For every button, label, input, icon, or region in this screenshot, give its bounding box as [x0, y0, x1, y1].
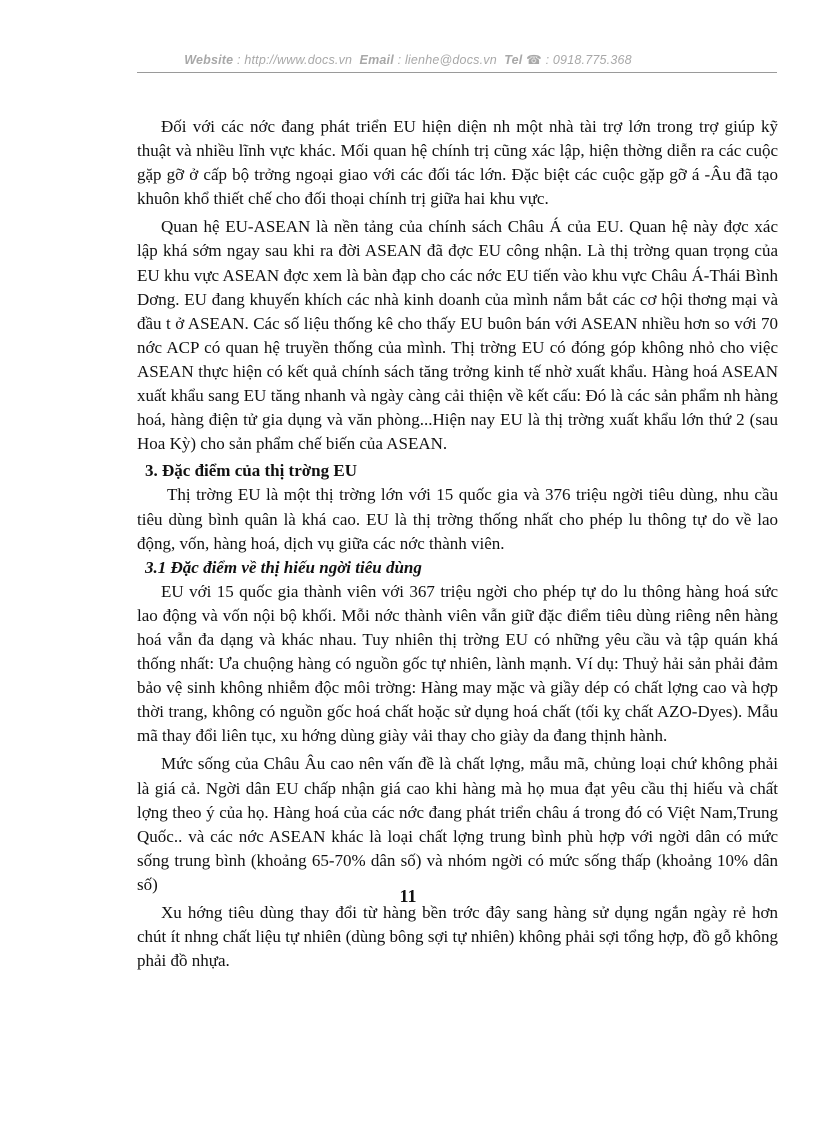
paragraph-eu-asean-relations: Quan hệ EU-ASEAN là nền tảng của chính sách Châu Á của EU. Quan hệ này đợc xác lập khá sớm ngay sau khi ra đời ASEAN đã đợc EU công nhận. Là thị trờng quan trọng của EU khu vực ASEAN đợc xem là bàn đạp cho các nớc EU tiến vào khu vực Châu Á-Thái Bình Dơng. EU đang khuyến khích các nhà kinh doanh của mình nắm bắt các cơ hội thơng mại và đầu t ở ASEAN. Các số liệu thống kê cho thấy EU buôn bán với ASEAN nhiều hơn so với 70 nớc ACP có quan hệ truyền thống của mình. Thị trờng EU có đóng góp không nhỏ cho việc ASEAN thực hiện có kết quả chính sách tăng trởng kinh tế nhờ xuất khẩu. Hàng hoá ASEAN xuất khẩu sang EU tăng nhanh và ngày càng cải thiện về kết cấu: Đó là các sản phẩm nh hàng hoá, hàng điện tử gia dụng và văn phòng...Hiện nay EU là thị trờng xuất khẩu lớn thứ 2 (sau Hoa Kỳ) cho sản phẩm chế biến của ASEAN.	[137, 217, 778, 454]
paragraph-consumer-preferences: EU với 15 quốc gia thành viên với 367 triệu ngời cho phép tự do lu thông hàng hoá sức lao động và vốn nội bộ khối. Mỗi nớc thành viên vẫn giữ đặc điểm tiêu dùng riêng nên hàng hoá vẫn đa dạng và khác nhau. Tuy nhiên thị trờng EU có những yêu cầu và tập quán khá thống nhất: Ưa chuộng hàng có nguồn gốc tự nhiên, lành mạnh. Ví dụ: Thuỷ hải sản phải đảm bảo vệ sinh không nhiễm độc môi trờng: Hàng may mặc và giầy dép có chất lợng cao và hợp thời trang, không có nguồn gốc hoá chất hoặc sử dụng hoá chất (tối kỵ chất AZO-Dyes). Mẫu mã thay đổi liên tục, xu hớng dùng giày vải thay cho giày da đang thịnh hành.	[137, 581, 778, 746]
website-value: : http://www.docs.vn	[237, 53, 353, 67]
paragraph-eu-market: Thị trờng EU là một thị trờng lớn với 15 quốc gia và 376 triệu ngời tiêu dùng, nhu cầu tiêu dùng bình quân là khá cao. EU là thị trờng thống nhất cho phép lu thông tự do về lao động, vốn, hàng hoá, dịch vụ giữa các nớc thành viên.	[137, 485, 778, 553]
section-heading-3: 3. Đặc điểm của thị trờng EU	[145, 461, 357, 481]
email-label: Email	[359, 53, 394, 67]
tel-value: : 0918.775.368	[545, 53, 632, 67]
document-body	[137, 115, 778, 973]
paragraph-consumption-trend: Xu hớng tiêu dùng thay đổi từ hàng bền trớc đây sang hàng sử dụng ngắn ngày rẻ hơn chút ít nhng chất liệu tự nhiên (dùng bông sợi tự nhiên) không phải sợi tổng hợp, đồ gỗ không phải đồ nhựa.	[137, 903, 778, 971]
website-label: Website	[184, 53, 234, 67]
header-divider	[137, 72, 777, 73]
page-header	[0, 52, 816, 67]
page-number: 11	[399, 886, 417, 906]
section-heading-3-1: 3.1 Đặc điểm về thị hiếu ngời tiêu dùng	[145, 557, 422, 577]
paragraph-eu-developing-countries: Đối với các nớc đang phát triển EU hiện diện nh một nhà tài trợ lớn trong trợ giúp kỹ thuật và nhiều lĩnh vực khác. Mối quan hệ chính trị cũng xác lập, hiện thờng diễn ra các cuộc gặp gỡ ở cấp bộ trởng ngoại giao với các đối tác lớn. Đặc biệt các cuộc gặp gỡ á -Âu đã tạo khuôn khổ thiết chế cho đối thoại chính trị giữa hai khu vực.	[137, 117, 778, 209]
tel-label: Tel ☎	[504, 53, 542, 67]
email-value: : lienhe@docs.vn	[397, 53, 497, 67]
paragraph-living-standard: Mức sống của Châu Âu cao nên vấn đề là chất lợng, mẫu mã, chủng loại chứ không phải là giá cả. Ngời dân EU chấp nhận giá cao khi hàng mà họ mua đạt yêu cầu thị hiếu và chất lợng theo ý của họ. Hàng hoá của các nớc đang phát triển châu á trong đó có Việt Nam,Trung Quốc.. và các nớc ASEAN khác là loại chất lợng trung bình phù hợp với ngời dân có mức sống trung bình (khoảng 65-70% dân số) và nhóm ngời có mức sống thấp (khoảng 10% dân số)	[137, 754, 778, 894]
